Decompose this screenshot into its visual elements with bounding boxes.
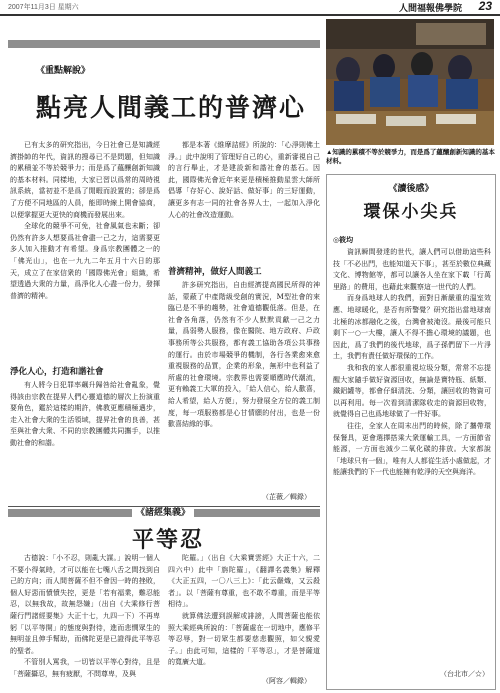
section-subheading: 普濟精神，做好人間義工 bbox=[168, 266, 262, 276]
article-column bbox=[10, 140, 160, 362]
paragraph: 資訊瞬間發達的世代，讓人們可以借助這些科技「不必出門，也能知道天下事」，甚至於數位典藏文化、博物館等，都可以讓各人坐在家下載「行萬里路」的費用，也藉此來觀察這一世代的人們。 bbox=[333, 248, 491, 291]
byline: （阿容／輯錄） bbox=[262, 677, 311, 685]
paragraph: 都是本著《維摩詰經》所說的：「心淨則佛土淨。」此中說明了管理好自己的心，重新審視自己的言行舉止，才是建設新和諧社會的基石。因此，國際佛光會近年來更是積極推動星雲大師所倡導「存好心、說好話、做好事」的三好運動，讓更多有志一同的社會各界人士，一起加入淨化人心的社會改造運動。 bbox=[168, 141, 320, 219]
paragraph: 古德說：「小不忍，則亂大謀。」說明一個人不要小得氣時，才可以能在七嘴八舌之間找到自己的方向；而人間菩薩不但不會因一時的挫敗，個人好惡而憤憤失控，更是「若有福業，難忍能忍，以無我故，故無怨嫌」（出自《大乘修行菩薩行門諸經要集》大正十七，九四一下）不再卑躬「以平等開」的態度與對待，進而悲憫眾生的無明並且伸手幫助，而佛陀更是已證得此平等忍的聖者。 bbox=[10, 554, 160, 655]
box-body bbox=[333, 247, 491, 667]
article-column bbox=[168, 140, 320, 260]
article-title: 點亮人間義工的普濟心 bbox=[36, 93, 307, 122]
paragraph: 許多研究指出，自由經濟提高國民所得的神話，蒙蔽了中產階級受創的實況，M型社會的來臨已是不爭的趨勢，社會道德觀低落。但是，在社會各角落，仍然有不少人默默貢獻一己之力量，爲弱勢人服務，像在醫院、地方政府、戶政事務所等公共服務，都有義工協助各項公共事務的運行。由於市場競爭的機制，各行各業愈來愈重視服務的品質，企業的形象，無形中也利益了所處的社會環境。宗教界也需要順應時代潮流，更有賴義工大軍的投入，「給人信心，給人歡喜，給人希望，給人方便」，努力發展全方位的義工制度，每一項服務都是心甘情願的付出，也是一份歡喜結緣的事。 bbox=[168, 281, 320, 429]
header-rule bbox=[0, 14, 500, 16]
paragraph: 陀羅。」（出自《大乘寶雲經》大正十六，二四六中）此中「旃陀羅」，《翻譯名義集》解釋《大正五四，一〇八三上》：「此云嚴熾，又云殺者」。以「菩薩有尊重，也不敢不尊重，而是平等相待」。 bbox=[168, 554, 320, 609]
page-number: 23 bbox=[478, 0, 492, 13]
publication-name: 人間福報佛學院 bbox=[398, 3, 462, 13]
box-label: 《讀後感》 bbox=[388, 183, 434, 193]
article-column bbox=[168, 280, 320, 490]
classroom-photo-image bbox=[326, 19, 494, 145]
paragraph: 我和我的家人都很重視垃圾分類，常常不忘提醒大家隨手做好資源回收，無論是寶特瓶、紙類、鐵鋁罐等，都會仔細清洗、分類，讓回收的物資可以再利用。每一次看到清潔隊收走的資源回收物，就覺得自己也爲地球做了一件好事。 bbox=[333, 363, 491, 419]
article-label: 《諸經集義》 bbox=[132, 507, 194, 518]
reader-response-box bbox=[326, 174, 496, 690]
paragraph: 全球化的競爭不可免，社會風氣也未斷；卻仍然有許多人想要爲社會盡一己之力，這需要更多人加入推動才有希望。身爲宗教團體之一的「佛光山」，也在一九九二年五月十六日的那天，成立了在家信衆的「國際佛光會」組織，希望透過大衆的力量，爲淨化人心盡一份力，發揮普濟的精神。 bbox=[10, 222, 160, 300]
classroom-photo bbox=[326, 19, 494, 145]
article-title: 平等忍 bbox=[132, 528, 205, 553]
box-title: 環保小尖兵 bbox=[363, 202, 459, 222]
box-author: ◎筱均 bbox=[333, 235, 354, 244]
paragraph: 就算佛法遭到誤解或誹謗，人間菩薩也能依照大乘經典所說的：「菩薩處在一切地中，應修平等忍辱，對一切眾生都要慈悲觀照，如父親愛子。」由此可知，這樣的「平等忍」，才是菩薩道的寬廣大道。 bbox=[168, 611, 320, 667]
article-column bbox=[168, 553, 320, 673]
paragraph: 已有太多的研究指出，今日社會已是知識經濟掛帥的年代，資訊的搜尋已不是問題，但知識的累積並不等於競爭力；而是爲了蘊釀創新知識的基本材料。同樣地，大家已習以爲常的周時視訊系統，當初並不是爲了閒暇而設置的；卻是爲了方便不同地區的人員，能即時線上開會協商，以便掌握更大更快的商機而發展出來。 bbox=[10, 141, 160, 219]
paragraph: 往往，全家人在周末出門的時候，除了攜帶環保餐具，更會選擇搭乘大衆運輸工具，一方面節省能源，一方面也減少二氧化碳的排放。大家都說「地球只有一個」，唯有人人都從生活小處做起，才能讓我們的下一代也能擁有乾淨的天空與海洋。 bbox=[333, 421, 491, 477]
article-label: 《重點解說》 bbox=[36, 65, 91, 75]
paragraph: 不管別人罵我，一切皆以平等心對待，且是「菩薩攝忍，無有疲厭，不問尊卑，及與 bbox=[10, 658, 160, 678]
paragraph: 有人將今日犯罪率飆升歸咎給社會亂象，覺得該由宗教在提昇人們心靈道德的層次上扮演重要角色，鑑於這樣的期許，佛教更應積極邁步，走入社會大衆的生活領域，提昇社會的良善，甚至與社會大衆、不同的宗教團體共同攜手，以推動社會的和諧。 bbox=[10, 381, 160, 447]
paragraph: 而身爲地球人的我們，面對日漸嚴重的溫室效應、地球暖化，是否有所警覺？研究指出當地球南北極的冰都融化之後，台灣會被淹沒。最後可能只剩下一○一大樓，讓人不得不擔心環境的議題，也因此，爲了我們的後代地球，爲子孫們留下一片淨土，我們有責任做好環保的工作。 bbox=[333, 294, 491, 361]
box-signature: （台北市／☆） bbox=[440, 670, 489, 678]
article-column bbox=[10, 380, 160, 490]
byline: （芷薇／輯錄） bbox=[262, 493, 311, 501]
article-column bbox=[10, 553, 160, 687]
photo-caption: ▲知識的累積不等於競爭力，而是爲了蘊釀創新知識的基本材料。 bbox=[326, 149, 495, 165]
section-subheading: 淨化人心，打造和諧社會 bbox=[10, 366, 104, 376]
issue-date: 2007年11月3日 星期六 bbox=[8, 4, 79, 11]
section-bar bbox=[8, 40, 320, 48]
page-header bbox=[0, 0, 500, 14]
